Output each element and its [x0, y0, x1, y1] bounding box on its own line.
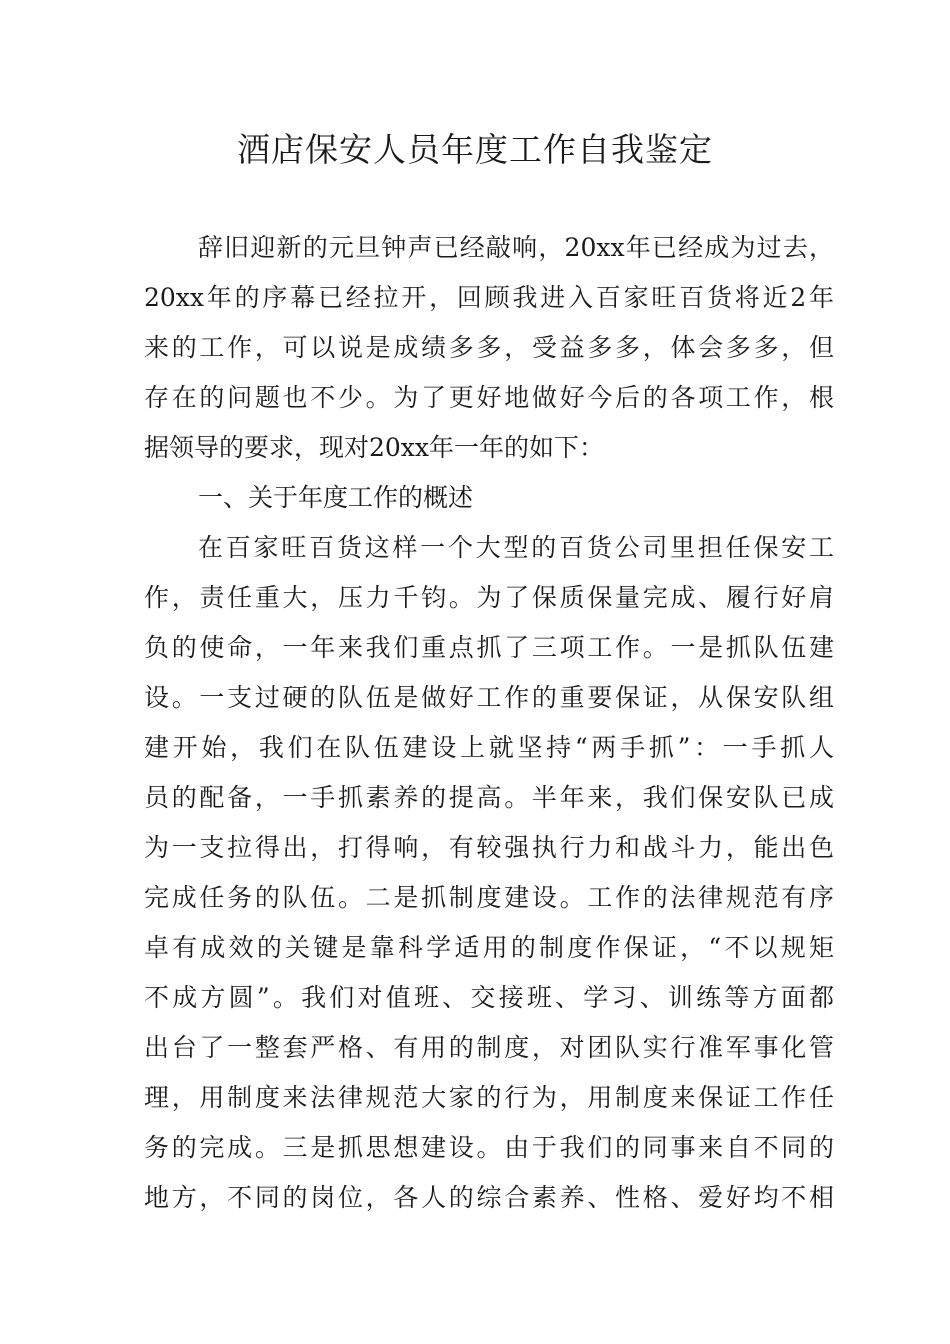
paragraph-line: 设。一支过硬的队伍是做好工作的重要保证，从保安队组 — [144, 683, 834, 712]
paragraph-line: 在百家旺百货这样一个大型的百货公司里担任保安工 — [198, 533, 834, 562]
paragraph-line: 为一支拉得出，打得响，有较强执行力和战斗力，能出色 — [144, 833, 834, 862]
paragraph-line: 务的完成。三是抓思想建设。由于我们的同事来自不同的 — [144, 1133, 834, 1162]
paragraph-line: 存在的问题也不少。为了更好地做好今后的各项工作，根 — [144, 383, 834, 412]
paragraph-line: 辞旧迎新的元旦钟声已经敲响，20xx年已经成为过去， — [198, 233, 834, 262]
paragraph-line: 负的使命，一年来我们重点抓了三项工作。一是抓队伍建 — [144, 633, 834, 662]
paragraph-line: 20xx年的序幕已经拉开，回顾我进入百家旺百货将近2年 — [144, 283, 834, 312]
paragraph-line: 来的工作，可以说是成绩多多，受益多多，体会多多，但 — [144, 333, 834, 362]
paragraph-line: 据领导的要求，现对20xx年一年的如下： — [144, 433, 605, 462]
section-heading: 一、关于年度工作的概述 — [198, 483, 474, 512]
paragraph-line: 作，责任重大，压力千钧。为了保质保量完成、履行好肩 — [144, 583, 834, 612]
paragraph-line: 完成任务的队伍。二是抓制度建设。工作的法律规范有序 — [144, 883, 834, 912]
paragraph-line: 出台了一整套严格、有用的制度，对团队实行准军事化管 — [144, 1033, 834, 1062]
document-title: 酒店保安人员年度工作自我鉴定 — [237, 130, 713, 169]
paragraph-line: 不成方圆”。我们对值班、交接班、学习、训练等方面都 — [144, 983, 834, 1012]
paragraph-line: 员的配备，一手抓素养的提高。半年来，我们保安队已成 — [144, 783, 834, 812]
paragraph-line: 地方，不同的岗位，各人的综合素养、性格、爱好均不相 — [144, 1183, 834, 1212]
paragraph-line: 卓有成效的关键是靠科学适用的制度作保证，“不以规矩 — [144, 933, 834, 962]
paragraph-line: 建开始，我们在队伍建设上就坚持“两手抓”：一手抓人 — [144, 733, 834, 762]
paragraph-line: 理，用制度来法律规范大家的行为，用制度来保证工作任 — [144, 1083, 834, 1112]
